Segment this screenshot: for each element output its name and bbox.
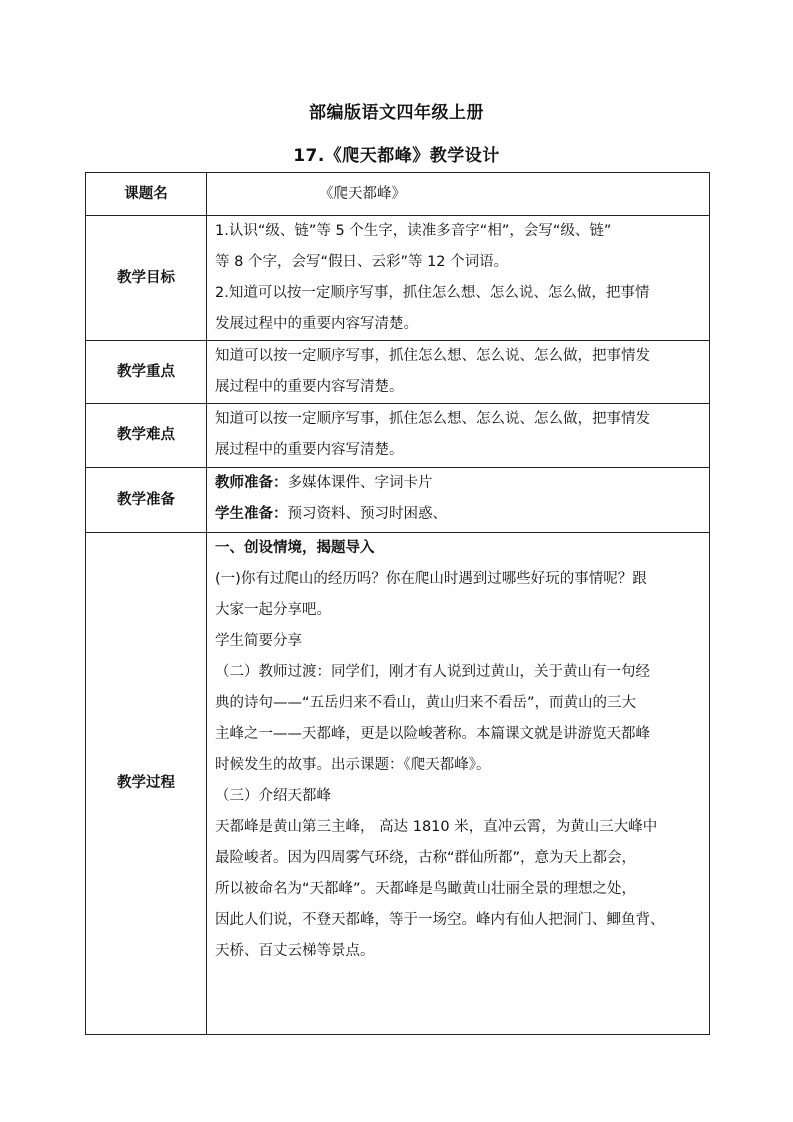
- row-difficulties: [86, 404, 710, 468]
- process-line: 天桥、百丈云梯等景点。: [215, 943, 375, 959]
- teacher-prep: [215, 468, 703, 499]
- process-line: 因此人们说，不登天都峰，等于一场空。峰内有仙人把洞门、鲫鱼背、: [215, 912, 665, 928]
- key-point-line: 知道可以按一定顺序写事，抓住怎么想、怎么说、怎么做，把事情发: [215, 348, 650, 364]
- process-line: 最险峻者。因为四周雾气环绕，古称“群仙所都”，意为天上都会，: [215, 850, 637, 866]
- cell-goals: [207, 216, 710, 341]
- process-line: （二）教师过渡：同学们，刚才有人说到过黄山，关于黄山有一句经: [215, 664, 650, 680]
- teacher-prep-value: 多媒体课件、字词卡片: [287, 475, 433, 491]
- goal-line: 1.认识“级、链”等 5 个生字，读准多音字“相”，会写“级、链”: [215, 223, 612, 239]
- cell-key-points: [207, 341, 710, 404]
- student-prep-label: 学生准备：: [215, 506, 288, 522]
- cell-topic: [207, 173, 710, 216]
- process-line: 所以被命名为“天都峰”。天都峰是鸟瞰黄山壮丽全景的理想之处，: [215, 881, 637, 897]
- process-line: 典的诗句——“五岳归来不看山，黄山归来不看岳”，而黄山的三大: [215, 695, 637, 711]
- topic-value: 《爬天都峰》: [319, 185, 406, 202]
- difficulty-line: 知道可以按一定顺序写事，抓住怎么想、怎么说、怎么做，把事情发: [215, 411, 650, 427]
- label-key-points: 教学重点: [86, 341, 207, 404]
- lesson-title: 17.《爬天都峰》教学设计: [293, 146, 500, 166]
- cell-difficulties: [207, 404, 710, 468]
- label-process: 教学过程: [86, 533, 207, 1035]
- key-point-line: 展过程中的重要内容写清楚。: [215, 379, 404, 395]
- row-key-points: [86, 341, 710, 404]
- teacher-prep-label: 教师准备：: [215, 475, 288, 491]
- student-prep: [215, 499, 703, 530]
- row-process: [86, 533, 710, 1035]
- process-line: 时候发生的故事。出示课题：《爬天都峰》。: [215, 757, 491, 773]
- goal-line: 等 8 个字，会写“假日、云彩”等 12 个词语。: [215, 254, 509, 270]
- process-line: 天都峰是黄山第三主峰， 高达 1810 米，直冲云霄，为黄山三大峰中: [215, 819, 658, 835]
- label-difficulties: 教学难点: [86, 404, 207, 468]
- goal-line: 发展过程中的重要内容写清楚。: [215, 316, 418, 332]
- difficulty-line: 展过程中的重要内容写清楚。: [215, 442, 404, 458]
- goal-line: 2.知道可以按一定顺序写事，抓住怎么想、怎么说、怎么做，把事情: [215, 285, 650, 301]
- process-line: (一)你有过爬山的经历吗？你在爬山时遇到过哪些好玩的事情呢？跟: [215, 571, 647, 587]
- label-preparation: 教学准备: [86, 468, 207, 533]
- row-goals: [86, 216, 710, 341]
- cell-preparation: [207, 468, 710, 533]
- lesson-plan-table: [85, 172, 710, 1035]
- row-preparation: [86, 468, 710, 533]
- process-line: 学生简要分享: [215, 633, 302, 649]
- process-line: （三）介绍天都峰: [215, 788, 331, 804]
- process-line: 主峰之一——天都峰，更是以险峻著称。本篇课文就是讲游览天都峰: [215, 726, 650, 742]
- process-line: 大家一起分享吧。: [215, 602, 331, 618]
- document-title: 部编版语文四年级上册: [309, 103, 484, 123]
- cell-process: [207, 533, 710, 1035]
- process-heading: 一、创设情境，揭题导入: [215, 540, 375, 556]
- label-goals: 教学目标: [86, 216, 207, 341]
- student-prep-value: 预习资料、预习时困惑、: [287, 506, 447, 522]
- label-topic: 课题名: [86, 173, 207, 216]
- row-topic: [86, 173, 710, 216]
